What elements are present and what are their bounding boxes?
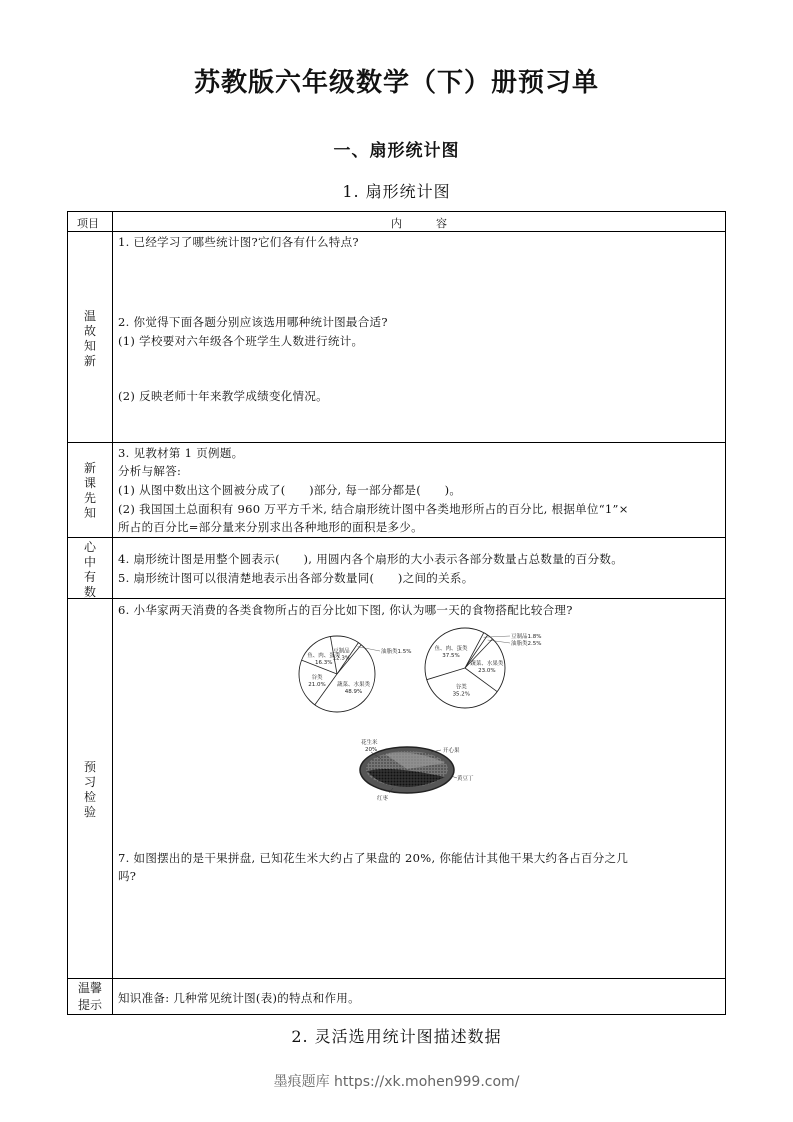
pie-chart-day-1: [299, 636, 411, 712]
question-5: 5. 扇形统计图可以很清楚地表示出各部分数量同( )之间的关系。: [118, 571, 474, 585]
row-label-review: 温 故 知 新: [83, 309, 96, 368]
footer-watermark: 墨痕题库 https://xk.mohen999.com/: [273, 1074, 520, 1090]
header-content-a: 内: [391, 217, 402, 230]
question-4: 4. 扇形统计图是用整个圆表示( ), 用圆内各个扇形的大小表示各部分数量占总数量的百分数。: [118, 552, 624, 566]
analysis-label: 分析与解答:: [118, 464, 182, 478]
pie-slice-label: 油脂类2.5%: [511, 641, 542, 647]
pie-slice-value: 23.0%: [478, 668, 496, 675]
question-6: 6. 小华家两天消费的各类食物所占的百分比如下图, 你认为哪一天的食物搭配比较合理?: [118, 603, 573, 617]
question-2-part-2: (2) 反映老师十年来教学成绩变化情况。: [118, 389, 328, 403]
section-heading: 一、扇形统计图: [333, 141, 460, 161]
header-content-b: 容: [436, 217, 447, 230]
question-3: 3. 见教材第 1 页例题。: [118, 446, 244, 460]
pie-slice-value: 21.0%: [308, 681, 326, 688]
pie-slice-value: 48.9%: [344, 688, 363, 695]
row-divider: [68, 442, 725, 443]
row-label-check: 预 习 检 验: [83, 760, 96, 819]
pie-slice-value: 37.5%: [442, 653, 460, 660]
plate-label-peanut: 花生米: [361, 740, 378, 746]
tip-text: 知识准备: 几种常见统计图(表)的特点和作用。: [118, 991, 360, 1005]
pie-slice-label: 豆制品: [333, 648, 350, 655]
pie-slice-label: 谷类: [311, 674, 323, 681]
question-7: 7. 如图摆出的是干果拼盘, 已知花生米大约占了果盘的 20%, 你能估计其他干果大约各占百分之几: [118, 851, 629, 865]
page-title: 苏教版六年级数学（下）册预习单: [193, 68, 599, 98]
row-label-know: 心 中 有 数: [83, 540, 96, 599]
question-1: 1. 已经学习了哪些统计图?它们各有什么特点?: [118, 235, 359, 249]
section-subheading-1: 1. 扇形统计图: [342, 182, 451, 201]
pie-chart-day-2: [425, 628, 541, 708]
pie-slice-label: 蔬菜、水果类: [470, 661, 504, 668]
header-item: 项目: [77, 217, 99, 230]
row-label-new-lesson: 新 课 先 知: [83, 461, 96, 520]
dried-fruit-plate-image: [345, 735, 485, 810]
question-7-cont: 吗?: [118, 869, 137, 883]
pie-slice-value: 16.3%: [315, 659, 333, 666]
column-divider: [112, 212, 113, 1014]
question-3-part-2-cont: 所占的百分比=部分量来分别求出各种地形的面积是多少。: [118, 520, 423, 534]
pie-slice-label: 鱼、肉、蛋类: [434, 646, 468, 653]
question-3-part-2: (2) 我国国土总面积有 960 万平方千米, 结合扇形统计图中各类地形所占的百分比, 根据单位“1”×: [118, 502, 629, 516]
food-pie-charts: [290, 625, 550, 720]
pie-slice-label: 谷类: [455, 684, 467, 691]
row-divider: [68, 231, 725, 232]
plate-label-pistachio: 开心果: [443, 748, 460, 754]
pie-slice-label: 油脂类1.5%: [381, 649, 412, 655]
pie-slice-label: 豆制品1.8%: [511, 634, 542, 640]
pie-slice-label: 蔬菜、水果类: [337, 681, 371, 688]
row-divider: [68, 537, 725, 538]
question-3-part-1: (1) 从图中数出这个圆被分成了( )部分, 每一部分都是( )。: [118, 483, 462, 497]
question-2: 2. 你觉得下面各题分别应该选用哪种统计图最合适?: [118, 315, 388, 329]
pie-slice-value: 12.3%: [332, 655, 351, 662]
row-divider: [68, 978, 725, 979]
plate-label-peanut-value: 20%: [365, 747, 378, 753]
question-2-part-1: (1) 学校要对六年级各个班学生人数进行统计。: [118, 334, 364, 348]
preview-table: [67, 211, 726, 1015]
pie-slice-value: 35.2%: [452, 691, 471, 698]
plate-label-jujube: 红枣: [377, 796, 389, 802]
plate-label-soybean: 黄豆丁: [457, 776, 474, 782]
row-divider: [68, 598, 725, 599]
section-subheading-2: 2. 灵活选用统计图描述数据: [291, 1027, 502, 1046]
pie-slice-label: 鱼、肉、蛋类: [307, 652, 341, 659]
row-label-tip: 温馨 提示: [77, 981, 102, 1012]
